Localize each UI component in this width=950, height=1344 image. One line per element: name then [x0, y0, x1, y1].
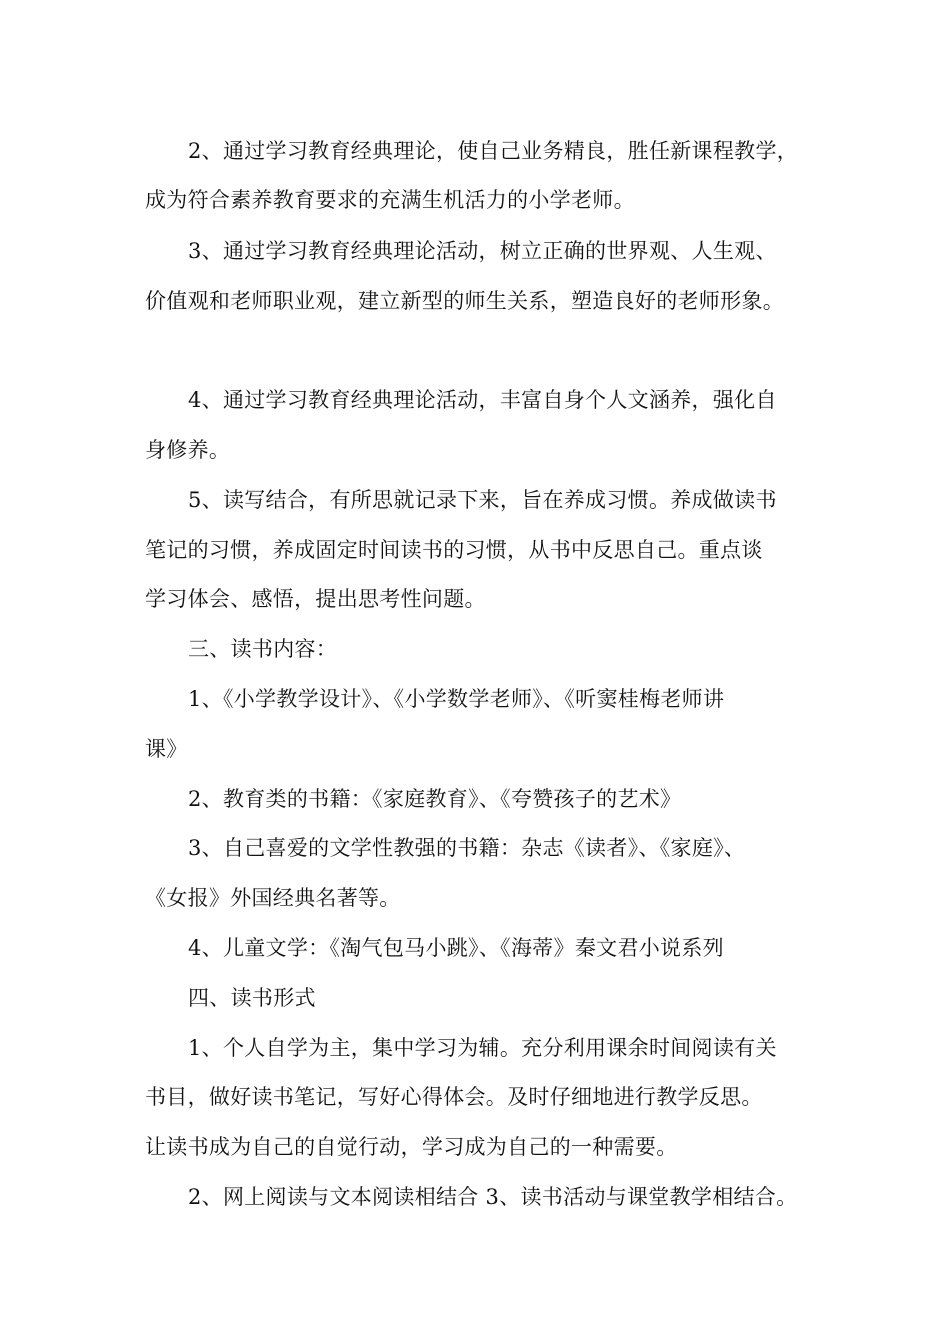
paragraph-3-line-2: 身修养。	[145, 438, 231, 462]
reading-form-1-line-2: 书目，做好读书笔记，写好心得体会。及时仔细地进行教学反思。	[145, 1085, 763, 1109]
reading-form-1-line-1: 1、个人自学为主，集中学习为辅。充分利用课余时间阅读有关	[188, 1036, 777, 1060]
paragraph-3-line-1: 4、通过学习教育经典理论活动，丰富自身个人文涵养，强化自	[188, 388, 777, 412]
section-heading-reading-content: 三、读书内容：	[188, 637, 338, 661]
reading-item-1-line-2: 课》	[145, 737, 188, 761]
paragraph-1-line-1: 2、通过学习教育经典理论，使自己业务精良，胜任新课程教学，	[188, 139, 799, 163]
paragraph-4-line-1: 5、读写结合，有所思就记录下来，旨在养成习惯。养成做读书	[188, 488, 777, 512]
paragraph-4-line-3: 学习体会、感悟，提出思考性问题。	[145, 587, 486, 611]
reading-item-4: 4、儿童文学：《淘气包马小跳》、《海蒂》秦文君小说系列	[188, 936, 724, 960]
paragraph-1-line-2: 成为符合素养教育要求的充满生机活力的小学老师。	[145, 188, 635, 212]
reading-item-3-line-1: 3、自己喜爱的文学性教强的书籍：杂志《读者》、《家庭》、	[188, 836, 746, 860]
paragraph-4-line-2: 笔记的习惯，养成固定时间读书的习惯，从书中反思自己。重点谈	[145, 538, 763, 562]
reading-form-1-line-3: 让读书成为自己的自觉行动，学习成为自己的一种需要。	[145, 1135, 678, 1159]
section-heading-reading-form: 四、读书形式	[188, 986, 316, 1010]
paragraph-2-line-2: 价值观和老师职业观，建立新型的师生关系，塑造良好的老师形象。	[145, 289, 784, 313]
reading-form-2: 2、网上阅读与文本阅读相结合 3、读书活动与课堂教学相结合。	[188, 1185, 798, 1209]
reading-item-2: 2、教育类的书籍：《家庭教育》、《夸赞孩子的艺术》	[188, 787, 682, 811]
reading-item-3-line-2: 《女报》外国经典名著等。	[145, 886, 401, 910]
paragraph-2-line-1: 3、通过学习教育经典理论活动，树立正确的世界观、人生观、	[188, 239, 777, 263]
reading-item-1-line-1: 1、《小学教学设计》、《小学数学老师》、《听窦桂梅老师讲	[188, 687, 725, 711]
